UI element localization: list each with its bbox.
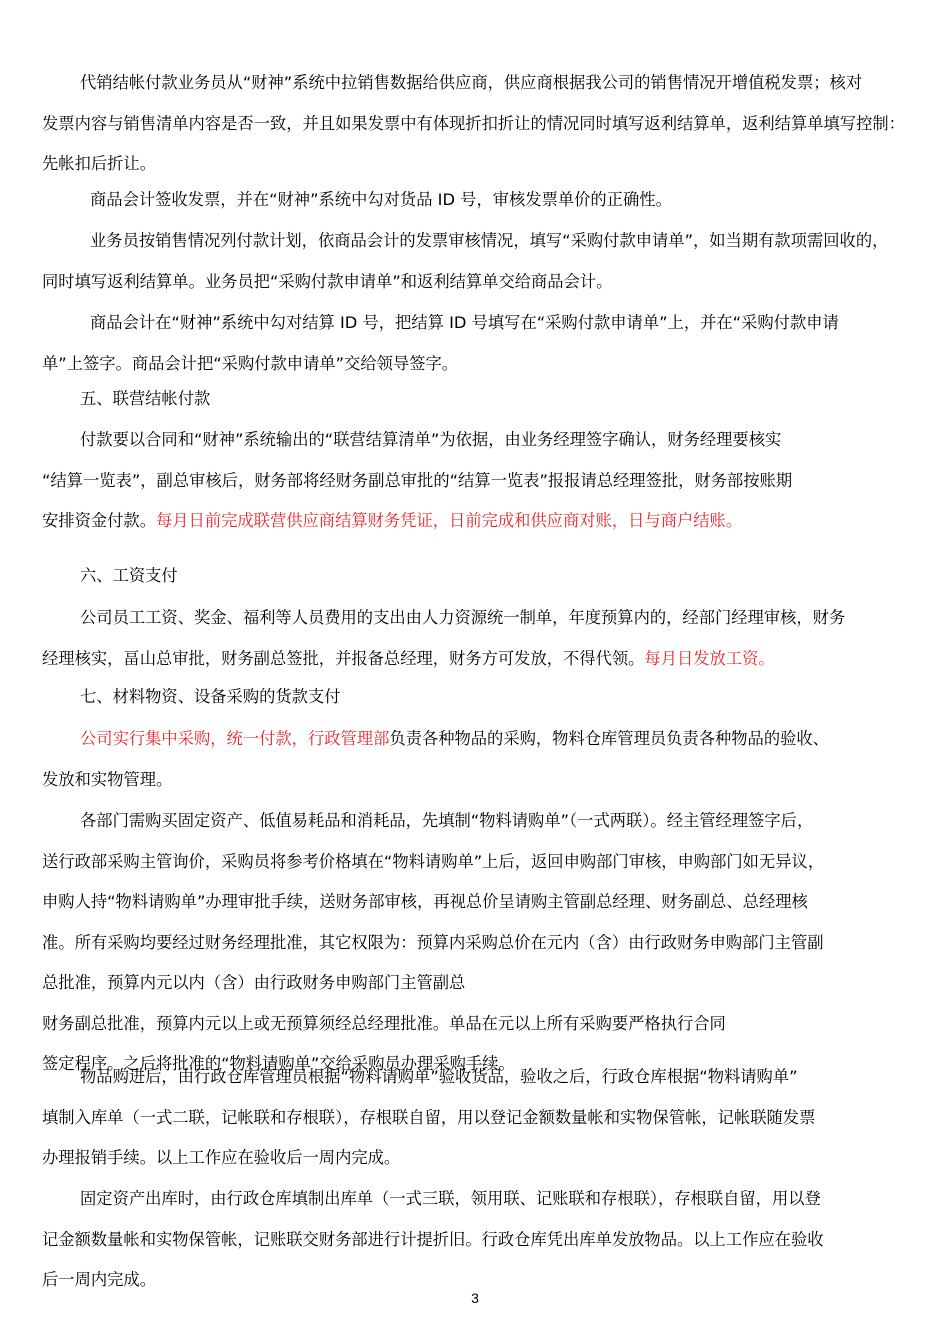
page-number: 3: [471, 1290, 479, 1306]
paragraph-line: [42, 722, 950, 756]
body-text: 签定程序。之后将批准的“物料请购单”交给采购员办理采购手续。: [42, 1054, 515, 1073]
paragraph-line: [42, 1223, 937, 1257]
body-text: 办理报销手续。以上工作应在验收后一周内完成。: [42, 1148, 401, 1167]
highlighted-text: 每月日前完成联营供应商结算财务凭证，日前完成和供应商对账，日与商户结账。: [155, 511, 743, 530]
paragraph-line: [42, 1182, 950, 1216]
paragraph-line: [42, 504, 937, 538]
body-text: 各部门需购买固定资产、低值易耗品和消耗品，先填制“物料请购单”（一式两联）。经主管经理签字后，: [80, 811, 814, 830]
body-text: 固定资产出库时，由行政仓库填制出库单（一式三联，领用联、记账联和存根联），存根联自留，用以登: [80, 1189, 821, 1208]
paragraph-line: [42, 423, 950, 457]
body-text: 经理核实，畐山总审批，财务副总签批，并报备总经理，财务方可发放，不得代领。: [42, 648, 645, 668]
body-text: 六、工资支付: [80, 566, 178, 585]
body-text: 记金额数量帐和实物保管帐，记账联交财务部进行计提折旧。行政仓库凭出库单发放物品。以上工作应在验收: [42, 1229, 824, 1249]
paragraph-line: [42, 559, 950, 593]
paragraph-line: [42, 382, 950, 416]
paragraph-line: [42, 1060, 950, 1094]
paragraph-line: [42, 1141, 937, 1175]
body-text: 物品购进后，由行政仓库管理员根据“物料请购单”验收货品，验收之后，行政仓库根据“物料请购单”: [80, 1067, 798, 1086]
body-text: 同时填写返利结算单。业务员把“采购付款申请单”和返利结算单交给商品会计。: [42, 271, 613, 291]
paragraph-line: [42, 804, 950, 838]
paragraph-line: [42, 306, 950, 340]
body-text: 五、联营结帐付款: [80, 389, 211, 408]
paragraph-line: [42, 845, 937, 879]
paragraph-line: [42, 926, 937, 960]
body-text: 商品会计在“财神”系统中勾对结算 ID 号，把结算 ID 号填写在“采购付款申请单”上，并在“采购付款申请: [90, 313, 839, 332]
body-text: 送行政部采购主管询价，采购员将参考价格填在“物料请购单”上后，返回申购部门审核，申购部门如无异议，: [42, 851, 825, 871]
paragraph-line: [42, 107, 937, 141]
paragraph-line: [42, 1101, 937, 1135]
paragraph-line: [42, 347, 937, 381]
paragraph-line: [42, 1007, 937, 1041]
body-text: 商品会计签收发票，并在“财神”系统中勾对货品 ID 号，审核发票单价的正确性。: [90, 190, 672, 209]
body-text: “结算一览表”，副总审核后，财务部将经财务副总审批的“结算一览表”报报请总经理签批，财务部按账期: [42, 470, 793, 490]
body-text: 发放和实物管理。: [42, 769, 173, 789]
paragraph-line: [42, 601, 950, 635]
paragraph-line: [42, 885, 937, 919]
paragraph-line: [42, 680, 950, 714]
paragraph-line: [42, 464, 937, 498]
body-text: 财务副总批准，预算内元以上或无预算须经总经理批准。单品在元以上所有采购要严格执行合同: [42, 1013, 726, 1033]
paragraph-line: [42, 224, 950, 258]
body-text: 业务员按销售情况列付款计划，依商品会计的发票审核情况，填写“采购付款申请单”，如当期有款项需回收的，: [90, 231, 889, 250]
paragraph-line: [42, 265, 937, 299]
body-text: 安排资金付款。: [42, 511, 156, 530]
body-text: 先帐扣后折让。: [42, 154, 156, 173]
body-text: 填制入库单（一式二联，记帐联和存根联），存根联自留，用以登记金额数量帐和实物保管帐，记帐联随发票: [42, 1107, 816, 1127]
paragraph-line: [42, 642, 937, 676]
paragraph-line: [42, 147, 937, 181]
body-text: 后一周内完成。: [42, 1270, 156, 1289]
body-text: 发票内容与销售清单内容是否一致，并且如果发票中有体现折扣折让的情况同时填写返利结算单，返利结算单填写控制：: [42, 113, 905, 133]
body-text: 单”上签字。商品会计把“采购付款申请单”交给领导签字。: [42, 353, 459, 373]
paragraph-line: [42, 183, 950, 217]
body-text: 申购人持“物料请购单”办理审批手续，送财务部审核，再视总价呈请购主管副总经理、财务副总、总经理核: [42, 892, 808, 911]
paragraph-line: [42, 763, 937, 797]
body-text: 公司员工工资、奖金、福利等人员费用的支出由人力资源统一制单，年度预算内的，经部门经理审核，财务: [80, 608, 846, 627]
paragraph-line: [42, 66, 950, 100]
body-text: 七、材料物资、设备采购的货款支付: [80, 687, 341, 706]
paragraph-line: [42, 966, 937, 1000]
body-text: 准。所有采购均要经过财务经理批准，其它权限为：预算内采购总价在元内（含）由行政财务申购部门主管副: [42, 932, 824, 952]
body-text: 总批准，预算内元以内（含）由行政财务申购部门主管副总: [42, 973, 466, 992]
highlighted-text: 每月日发放工资。: [644, 648, 775, 668]
body-text: 负责各种物品的采购，物料仓库管理员负责各种物品的验收、: [389, 729, 829, 748]
body-text: 代销结帐付款业务员从“财神”系统中拉销售数据给供应商，供应商根据我公司的销售情况开增值税发票；核对: [80, 73, 863, 92]
body-text: 付款要以合同和“财神”系统输出的“联营结算清单”为依据，由业务经理签字确认，财务经理要核实: [80, 430, 782, 449]
highlighted-text: 公司实行集中采购，统一付款，行政管理部: [80, 729, 390, 748]
